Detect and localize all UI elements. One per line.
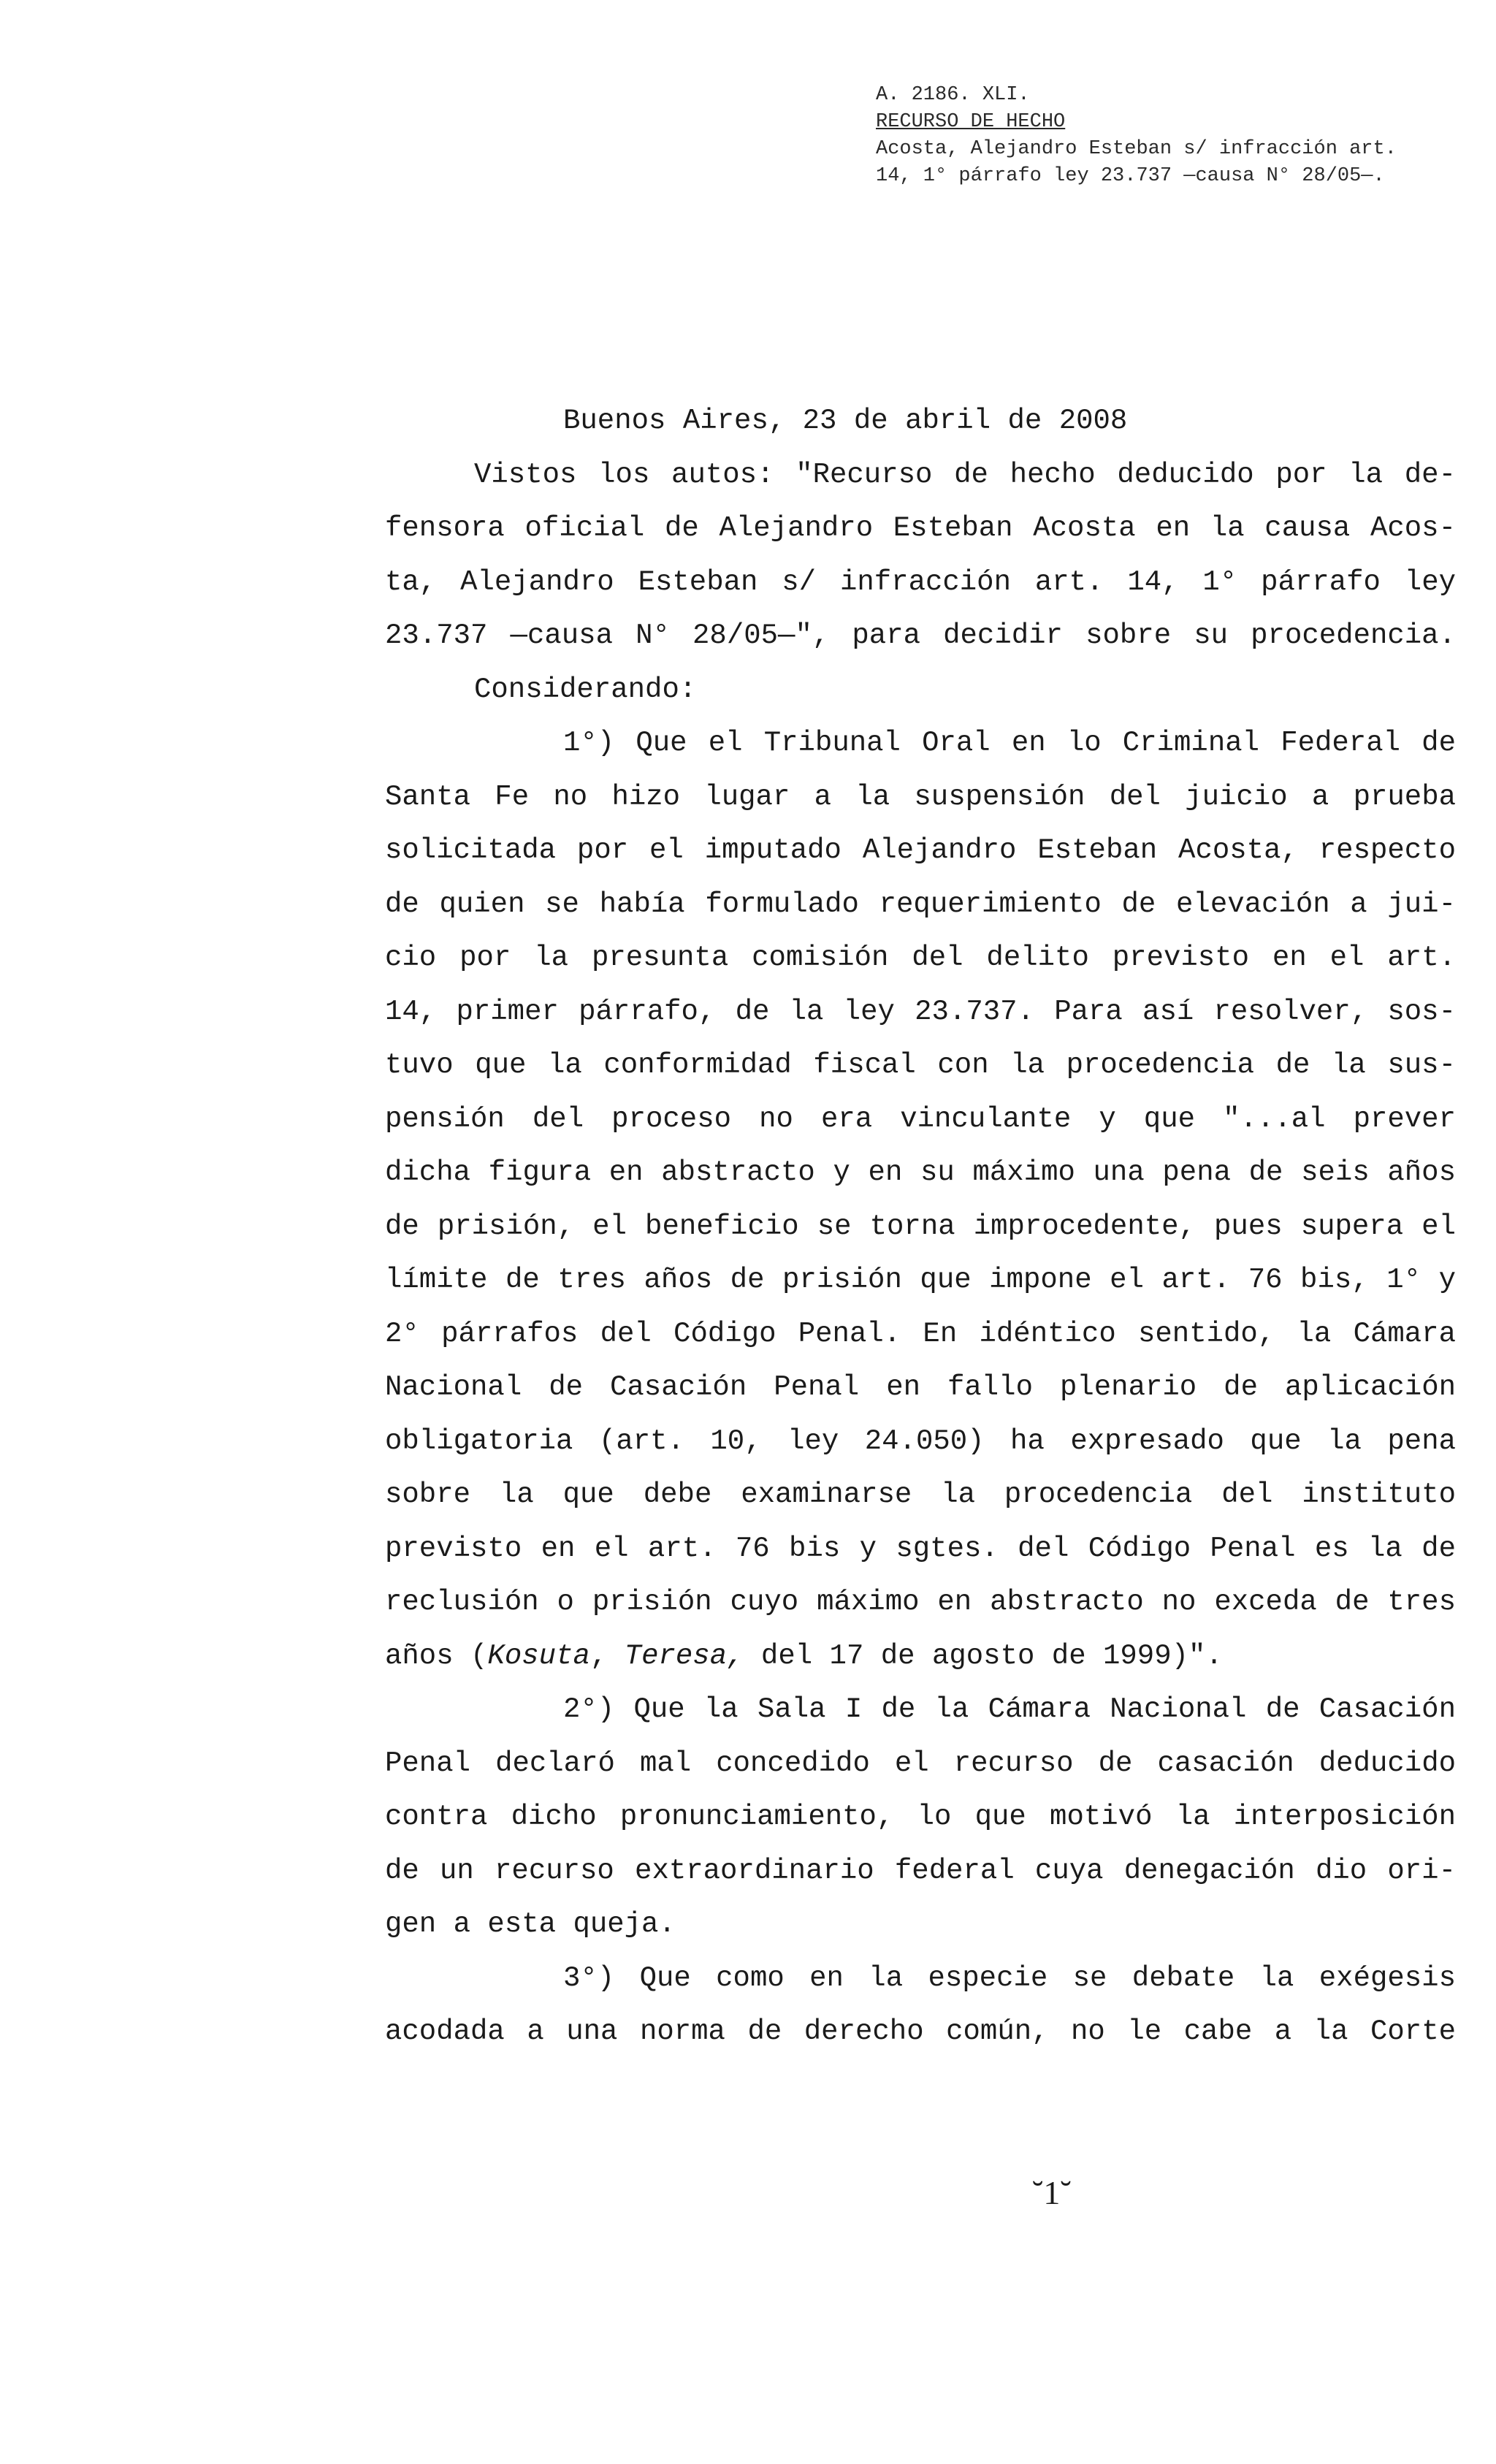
- case-title-line-1: Acosta, Alejandro Esteban s/ infracción art.: [876, 138, 1397, 160]
- paragraph-2-line: de un recurso extraordinario federal cuya denegación dio ori-: [385, 1854, 1456, 1887]
- paragraph-1-line: de prisión, el beneficio se torna improcedente, pues supera el: [385, 1210, 1456, 1243]
- paragraph-1-line: cio por la presunta comisión del delito previsto en el art.: [385, 942, 1456, 974]
- citation-name: Kosuta: [487, 1639, 590, 1672]
- paragraph-2-line: Penal declaró mal concedido el recurso de casación deducido: [385, 1747, 1456, 1780]
- case-header: [876, 82, 1397, 190]
- paragraph-1-line: de quien se había formulado requerimiento de elevación a jui-: [385, 888, 1456, 920]
- document-date: Buenos Aires, 23 de abril de 2008: [563, 405, 1128, 437]
- considerando-heading: Considerando:: [474, 673, 697, 706]
- text-run: años (: [385, 1639, 488, 1672]
- vistos-line: 23.737 —causa N° 28/05—", para decidir sobre su procedencia.: [385, 619, 1456, 652]
- paragraph-1-line: solicitada por el imputado Alejandro Esteban Acosta, respecto: [385, 834, 1456, 866]
- paragraph-2-line: 2°) Que la Sala I de la Cámara Nacional de Casación: [563, 1693, 1456, 1725]
- paragraph-2-line: gen a esta queja.: [385, 1908, 676, 1940]
- paragraph-1-line: 1°) Que el Tribunal Oral en lo Criminal Federal de: [563, 727, 1456, 759]
- paragraph-1-line: dicha figura en abstracto y en su máximo una pena de seis años: [385, 1156, 1456, 1189]
- paragraph-1-line: 2° párrafos del Código Penal. En idéntico sentido, la Cámara: [385, 1317, 1456, 1350]
- paragraph-1-line: Nacional de Casación Penal en fallo plenario de aplicación: [385, 1371, 1456, 1403]
- case-title-line-2: 14, 1° párrafo ley 23.737 —causa N° 28/05—.: [876, 165, 1385, 187]
- vistos-line: ta, Alejandro Esteban s/ infracción art. 14, 1° párrafo ley: [385, 565, 1456, 598]
- text-run: ,: [589, 1639, 625, 1672]
- document-body: [385, 394, 1456, 2059]
- paragraph-1-line: Santa Fe no hizo lugar a la suspensión del juicio a prueba: [385, 780, 1456, 813]
- text-run: del 17 de agosto de 1999)".: [744, 1639, 1223, 1672]
- citation-name: Teresa,: [624, 1639, 744, 1672]
- vistos-line: Vistos los autos: "Recurso de hecho deducido por la de-: [474, 458, 1456, 491]
- paragraph-1-line: pensión del proceso no era vinculante y que "...al prever: [385, 1102, 1456, 1135]
- paragraph-1-line: límite de tres años de prisión que impone el art. 76 bis, 1° y: [385, 1264, 1456, 1296]
- paragraph-1-line: 14, primer párrafo, de la ley 23.737. Para así resolver, sos-: [385, 995, 1456, 1028]
- paragraph-2-line: contra dicho pronunciamiento, lo que motivó la interposición: [385, 1801, 1456, 1833]
- paragraph-1-line: reclusión o prisión cuyo máximo en abstracto no exceda de tres: [385, 1586, 1456, 1618]
- paragraph-1-line: obligatoria (art. 10, ley 24.050) ha expresado que la pena: [385, 1424, 1456, 1457]
- paragraph-1-line: tuvo que la conformidad fiscal con la procedencia de la sus-: [385, 1049, 1456, 1081]
- paragraph-1-line: previsto en el art. 76 bis y sgtes. del Código Penal es la de: [385, 1532, 1456, 1565]
- vistos-line: fensora oficial de Alejandro Esteban Acosta en la causa Acos-: [385, 512, 1456, 544]
- paragraph-3-line: 3°) Que como en la especie se debate la exégesis: [563, 1961, 1456, 1994]
- paragraph-1-last-line: [385, 1630, 1456, 1684]
- case-type: RECURSO DE HECHO: [876, 111, 1066, 133]
- paragraph-3-line: acodada a una norma de derecho común, no le cabe a la Corte: [385, 2015, 1456, 2048]
- page-number: ˘1˘: [1032, 2174, 1072, 2211]
- case-number: A. 2186. XLI.: [876, 84, 1030, 106]
- paragraph-1-line: sobre la que debe examinarse la procedencia del instituto: [385, 1479, 1456, 1511]
